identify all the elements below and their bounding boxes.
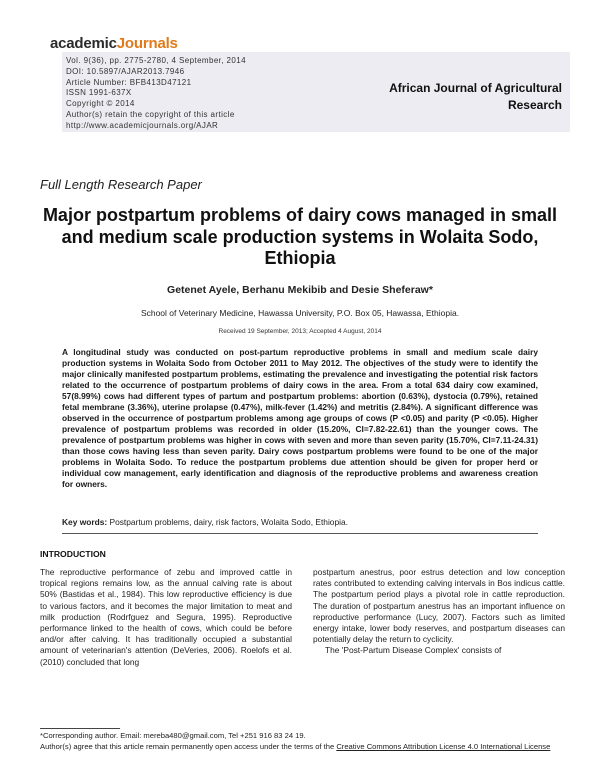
author-list: Getenet Ayele, Berhanu Mekibib and Desie Sheferaw* — [167, 284, 433, 296]
journal-name — [350, 80, 562, 114]
intro-paragraph-2: postpartum anestrus, poor estrus detection and low conception rates contributed to extending calving intervals in Bos indicus cattle. The postpartum period plays a pivotal role in cattle reproduction. The duration of postpartum anestrus has an important influence on reproductive performance (Lucy, 2007). Factors such as limited energy intake, lower body reserves, and postpartum diseases can potentially delay the return to cyclicity. — [313, 567, 565, 645]
section-heading-introduction: INTRODUCTION — [40, 549, 106, 559]
article-metadata — [66, 56, 246, 132]
journal-logo — [50, 35, 178, 52]
copyright-line: Copyright © 2014 — [66, 99, 135, 109]
logo-part-academic: academic — [50, 35, 117, 52]
issn-line: ISSN 1991-637X — [66, 88, 132, 98]
article-number-line: Article Number: BFB413D47121 — [66, 77, 192, 87]
logo-part-journals: Journals — [116, 35, 178, 52]
corresponding-author-note: *Corresponding author. Email: mereba480@gmail.com, Tel +251 916 83 24 19. — [40, 731, 306, 740]
doi-line: DOI: 10.5897/AJAR2013.7946 — [66, 66, 185, 76]
received-dates: Received 19 September, 2013; Accepted 4 August, 2014 — [218, 328, 382, 335]
keywords-text: Postpartum problems, dairy, risk factors, Wolaita Sodo, Ethiopia. — [109, 517, 348, 527]
journal-name-line-1: African Journal of Agricultural — [389, 81, 562, 95]
keywords — [62, 517, 538, 527]
paper-type: Full Length Research Paper — [40, 177, 202, 192]
intro-column-left — [40, 567, 292, 668]
paper-title: Major postpartum problems of dairy cows managed in small and medium scale production systems in Wolaita Sodo, Ethiopia — [42, 205, 558, 268]
keywords-label: Key words: — [62, 517, 108, 527]
footnotes — [40, 731, 560, 752]
journal-url-link[interactable]: http://www.academicjournals.org/AJAR — [66, 120, 219, 130]
intro-paragraph-3: The 'Post-Partum Disease Complex' consists of — [325, 645, 502, 656]
affiliation: School of Veterinary Medicine, Hawassa University, P.O. Box 05, Hawassa, Ethiopia. — [140, 308, 460, 318]
intro-paragraph-1: The reproductive performance of zebu and improved cattle in tropical regions remains low, as the annual calving rate is about 50% (Bastidas et al., 1984). This low reproductive efficiency is due to various factors, and it becomes the major limitation to meat and milk production (Rodrfguez and Segura, 1995). Reproductive performance linked to the health of cows, which could be before and/or after calving. It has traditionally occupied a substantial amount of veterinarian's attention (DeVeries, 2006). Roelofs et al. (2010) concluded that long — [40, 567, 292, 667]
license-note — [40, 742, 560, 753]
abstract: A longitudinal study was conducted on post-partum reproductive problems in small and medium scale dairy production systems in Wolaita Sodo from October 2011 to May 2012. The objectives of the study were to identify the major clinically manifested postpartum problems, estimating the prevalence and investigating the potential risk factors related to the occurrence of postpartum problems of dairy cows in the area. From a total 634 dairy cow examined, 57(8.99%) cows had different types of partum and postpartum problems: abortion (0.63%), dystocia (0.79%), retained fetal membrane (3.36%), uterine prolapse (0.47%), milk-fever (1.42%) and metritis (2.84%). A significant difference was observed in the occurrence of postpartum problems among age groups of cows (P <0.05) and parity (P <0.05). Higher prevalence of postpartum problems was recorded in older (15.20%, CI=7.82-22.61) than the younger cows. The prevalence of postpartum problems was higher in cows with seven and more than seven parity (15.70%, CI=7.11-24.31) than those cows having less than seven parity. Dairy cows postpartum problems were found to be one of the major problems in Wolaita Sodo. To reduce the postpartum problems due attention should be given for proper herd or individual cow management, early identification and diagnosis of the reproductive problems and awareness creation for owners. — [62, 347, 538, 489]
license-link[interactable]: Creative Commons Attribution License 4.0 International License — [336, 741, 551, 751]
footnote-divider — [40, 728, 120, 729]
copyright-retain-line: Author(s) retain the copyright of this article — [66, 109, 235, 119]
license-text: Author(s) agree that this article remain permanently open access under the terms of the — [40, 741, 337, 751]
journal-name-line-2: Research — [507, 98, 562, 112]
intro-column-right — [313, 567, 565, 657]
volume-line: Vol. 9(36), pp. 2775-2780, 4 September, 2014 — [66, 56, 246, 65]
divider — [62, 533, 538, 534]
